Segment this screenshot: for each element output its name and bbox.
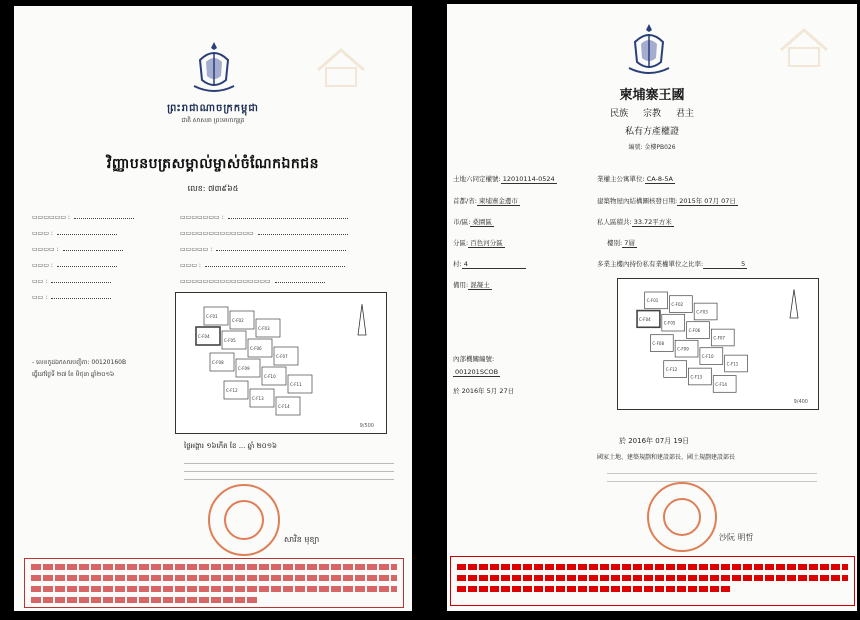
official-stamp: [208, 484, 280, 556]
plan-unit-label: C-F13: [690, 374, 703, 380]
plan-unit-label: C-F04: [639, 316, 651, 322]
plan-unit-label: C-F10: [264, 374, 276, 379]
floor-plan: [175, 292, 387, 434]
national-motto: 民族 宗教 君主: [610, 109, 694, 119]
plan-unit-label: C-F06: [688, 327, 701, 333]
internal-number: 001201SCOB: [455, 368, 499, 376]
plan-unit-label: C-F08: [212, 360, 224, 365]
authority-text: 國家土地、建築規劃和建設部長、國土規劃建設部長: [597, 454, 736, 461]
form-row: ▭▭▭▭▭▭▭▭▭▭▭▭▭: [180, 230, 348, 237]
kingdom-heading: ព្រះរាជាណាចក្រកម្ពុជា: [167, 103, 259, 114]
authority-text: [184, 456, 394, 480]
field-address: 首都/省: 柬埔寨金邊市: [453, 197, 518, 205]
certificate-title: 私有方產權證: [624, 127, 679, 137]
plan-scale: 9/500: [359, 423, 374, 429]
plan-unit-label: C-F04: [198, 334, 210, 339]
authority-khmer-text: [607, 466, 817, 482]
plan-unit-label: C-F11: [726, 361, 739, 367]
plan-unit-label: C-F10: [701, 353, 714, 359]
issue-date-line: ថ្ងៃអង្គារ ១៦កើត ខែ ... ឆ្នាំ ២០១៦: [184, 442, 277, 450]
field-district: 市/區: 桑園區: [453, 218, 492, 226]
royal-emblem-icon: [625, 22, 673, 78]
plan-unit-label: C-F07: [713, 335, 725, 341]
field-share-ratio: 多業主樓內持份私有業權單位之比率: 5: [597, 260, 746, 268]
field-private-area: 私人區積共: 33.72平方米: [597, 218, 672, 226]
form-row: ▭▭▭▭▭▭▭▭▭▭▭▭▭▭▭▭: [180, 278, 325, 285]
field-owner-unit: 業權主公寓單位: CA-8-5A: [597, 175, 673, 183]
form-row: ▭▭▭ :: [32, 230, 117, 237]
form-row: ▭▭▭▭▭ :: [180, 246, 346, 253]
certificate-number: លេខ: ៧៣៩៦៥: [187, 184, 239, 193]
certificate-number: 編號: 金樓PB026: [628, 144, 676, 151]
floor-plan: [617, 278, 819, 410]
official-stamp: [647, 482, 717, 552]
field-remark: 備用: 混凝土: [453, 281, 490, 289]
plan-unit-label: C-F02: [671, 301, 684, 307]
plan-unit-label: C-F11: [290, 382, 302, 387]
khmer-certificate: [14, 6, 412, 611]
reference-date: ធ្វើនៅថ្ងៃទី ២៧ ខែ មិថុនា ឆ្នាំ២០១៦: [32, 371, 115, 378]
royal-emblem-icon: [190, 40, 238, 96]
watermark-logo-icon: [777, 26, 831, 70]
plan-unit-label: C-F05: [663, 320, 676, 326]
kingdom-heading: 柬埔寨王國: [619, 88, 685, 103]
field-land-number: 土地六同定權號: 12010114-0524: [453, 175, 555, 183]
form-row: ▭▭▭ :: [180, 262, 345, 269]
signature: សាវិន មុខ្យា: [284, 535, 320, 544]
plan-unit-label: C-F03: [258, 326, 270, 331]
issue-date-line: 於 2016年 07月 19日: [619, 437, 690, 445]
footer-notice: [450, 556, 855, 606]
plan-unit-label: C-F05: [224, 338, 236, 343]
field-commune: 分區: 百色河分區: [453, 239, 503, 247]
north-arrow-icon: [358, 304, 366, 335]
plan-unit-label: C-F09: [677, 346, 689, 352]
field-village: 村: 4: [453, 259, 526, 269]
plan-unit-label: C-F13: [252, 396, 264, 401]
plan-unit-label: C-F01: [646, 298, 659, 304]
field-floor: 樓別: 7層: [607, 239, 635, 247]
chinese-certificate: [447, 4, 857, 611]
internal-number-label: 內部機關編號:: [453, 355, 495, 363]
plan-scale: 9/400: [793, 399, 808, 405]
form-row: ▭▭▭▭▭▭ :: [32, 214, 134, 221]
watermark-logo-icon: [314, 46, 368, 90]
north-arrow-icon: [790, 289, 798, 318]
plan-unit-label: C-F09: [238, 366, 250, 371]
plan-unit-label: C-F12: [665, 366, 678, 372]
plan-unit-label: C-F01: [206, 314, 218, 319]
footer-notice: [24, 558, 404, 608]
plan-unit-label: C-F14: [278, 404, 290, 409]
national-motto: ជាតិ សាសនា ព្រះមហាក្សត្រ: [181, 117, 245, 124]
signature: 沙阮 明哲: [719, 533, 754, 542]
plan-unit-label: C-F06: [250, 346, 262, 351]
form-row: ▭▭▭ :: [32, 262, 117, 269]
form-row: ▭▭ :: [32, 294, 111, 301]
plan-unit-label: C-F02: [232, 318, 244, 323]
plan-unit-label: C-F12: [226, 388, 238, 393]
form-row: ▭▭▭▭▭▭▭ :: [180, 214, 348, 221]
issue-date: 於 2016年 5月 27日: [453, 387, 515, 395]
plan-unit-label: C-F03: [696, 309, 708, 315]
field-construction-date: 建築物屋內結構圖核發日期: 2015年 07月 07日: [597, 197, 736, 205]
form-row: ▭▭ :: [32, 278, 111, 285]
certificate-title: វិញ្ញាបនបត្រសម្គាល់ម្ចាស់ចំណែកឯកជន: [106, 156, 320, 172]
document-reference: - លេខកូដឯកសារបញ្ជិកា: 00120160B: [32, 359, 127, 366]
plan-unit-label: C-F14: [715, 381, 727, 387]
form-row: ▭▭▭▭ :: [32, 246, 123, 253]
plan-unit-label: C-F07: [276, 354, 288, 359]
plan-unit-label: C-F08: [652, 340, 665, 346]
